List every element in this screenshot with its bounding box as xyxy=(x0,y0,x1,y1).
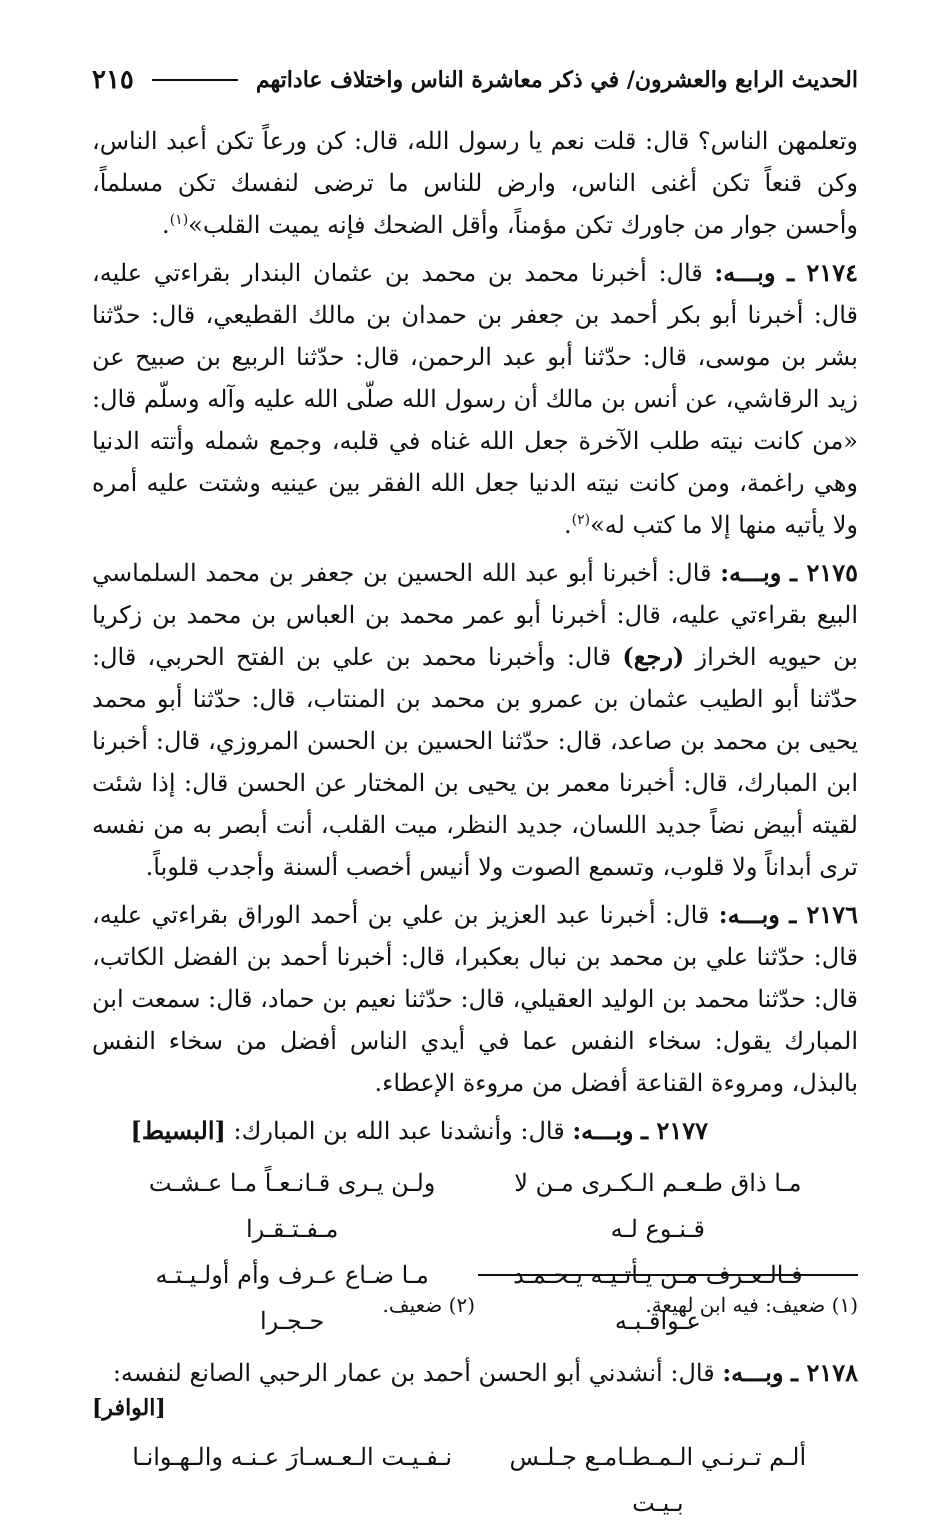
entry-number: ٢١٧٥ ـ xyxy=(789,558,858,587)
hemistich-first: ألـم تـرنـي الـمـطـامـع جـلـس بـيـت xyxy=(509,1443,807,1517)
entry-2176 xyxy=(92,894,858,1104)
poem-2178 xyxy=(130,1434,820,1526)
rajaa-marker: (رجع) xyxy=(622,642,685,671)
entry-text: قال: أخبرنا محمد بن محمد بن عثمان البندار بقراءتي عليه، قال: أخبرنا أبو بكر أحمد بن جعفر بن حمدان بن مالك القطيعي، قال: حدّثنا بشر بن موسى، قال: حدّثنا أبو عبد الرحمن، قال: حدّثنا الربيع بن صبيح عن زيد الرقاشي، عن أنس بن مالك أن رسول الله صلّى الله عليه وآله وسلّم قال: «من كانت نيته طلب الآخرة جعل الله غناه في قلبه، وجمع شمله وأتته الدنيا وهي راغمة، ومن كانت نيته الدنيا جعل الله الفقر بين عينيه وشتت عليه أمره ولا يأتيه منها إلا ما كتب له» xyxy=(92,259,858,539)
footnote-separator xyxy=(478,1274,858,1276)
entry-chain-marker: وبـــه: xyxy=(718,900,780,929)
footnote-ref[interactable]: (١) xyxy=(169,212,189,228)
footnote-ref[interactable]: (٢) xyxy=(571,512,591,528)
entry-continuation xyxy=(92,120,858,246)
entry-end: . xyxy=(563,511,572,539)
entry-number: ٢١٧٤ ـ xyxy=(787,258,858,287)
entry-number: ٢١٧٧ ـ xyxy=(641,1116,708,1145)
running-title: الحديث الرابع والعشرون/ في ذكر معاشرة الناس واختلاف عاداتهم xyxy=(255,67,858,93)
entry-text: قال: أخبرنا أبو عبد الله الحسين بن جعفر بن محمد السلماسي البيع بقراءتي عليه، قال: أخبرنا أبو عمر محمد بن العباس بن محمد بن زكريا بن حيويه الخراز xyxy=(92,559,858,671)
poetic-meter: [البسيط] xyxy=(130,1116,226,1145)
entry-2178 xyxy=(92,1352,858,1394)
hemistich-second: ولـن يـرى قـانـعـاً مـا عـشـت مـفـتـقـرا xyxy=(148,1169,436,1243)
entry-chain-marker: وبـــه: xyxy=(722,1358,784,1387)
verse xyxy=(130,1434,820,1526)
entry-text: قال: أنشدني أبو الحسن أحمد بن عمار الرحبي الصانع لنفسه: xyxy=(112,1359,715,1387)
entry-chain-marker: وبـــه: xyxy=(720,558,782,587)
entry-end: . xyxy=(162,211,170,239)
footnote-2: (٢) ضعيف. xyxy=(382,1293,475,1317)
entry-text: وتعلمهن الناس؟ قال: قلت نعم يا رسول الله، قال: كن ورعاً تكن أعبد الناس، وكن قنعاً تكن أغنى الناس، وارض للناس ما ترضى لنفسك تكن مسلماً، وأحسن جوار من جاورك تكن مؤمناً، وأقل الضحك فإنه يميت القلب» xyxy=(92,127,858,239)
footnote-1: (١) ضعيف: فيه ابن لهيعة. xyxy=(645,1293,858,1317)
entry-2177 xyxy=(92,1110,858,1152)
footnotes xyxy=(92,1290,858,1320)
hemistich-first: مـا ذاق طـعـم الـكـرى مـن لا قـنـوع لـه xyxy=(514,1169,802,1243)
entry-2175 xyxy=(92,552,858,888)
hemistich-second: نـفـيـت الـعـسـارَ عـنـه والـهـوانـا xyxy=(132,1443,453,1471)
entry-number: ٢١٧٦ ـ xyxy=(789,900,858,929)
header-rule xyxy=(152,79,238,81)
entry-text-continued: قال: وأخبرنا محمد بن علي بن الفتح الحربي، قال: حدّثنا أبو الطيب عثمان بن عمرو بن محمد بن المنتاب، قال: حدّثنا أبو محمد يحيى بن محمد بن صاعد، قال: حدّثنا الحسين بن الحسن المروزي، قال: أخبرنا ابن المبارك، قال: أخبرنا معمر بن يحيى بن المختار عن الحسن قال: إذا شئت لقيته أبيض نضاً جديد اللسان، جديد النظر، ميت القلب، أنت أبصر به من نفسه ترى أبداناً ولا قلوب، وتسمع الصوت ولا أنيس أخصب ألسنة وأجدب قلوباً. xyxy=(92,643,858,881)
entry-chain-marker: وبـــه: xyxy=(572,1116,634,1145)
hemistich-first: فـالـعـرف مـن يـأتـيـه يـحـمـد عـواقـبـه xyxy=(513,1261,803,1335)
page-number: ٢١٥ xyxy=(92,65,134,95)
verse xyxy=(130,1160,820,1252)
entry-text: قال: وأنشدنا عبد الله بن المبارك: xyxy=(233,1117,565,1145)
entry-number: ٢١٧٨ ـ xyxy=(791,1358,858,1387)
entry-text: قال: أخبرنا عبد العزيز بن علي بن أحمد الوراق بقراءتي عليه، قال: حدّثنا علي بن محمد بن نبال بعكبرا، قال: أخبرنا أحمد بن الفضل الكاتب، قال: حدّثنا محمد بن الوليد العقيلي، قال: حدّثنا نعيم بن حماد، قال: سمعت ابن المبارك يقول: سخاء النفس عما في أيدي الناس أفضل من سخاء النفس بالبذل، ومروءة القناعة أفضل من مروءة الإعطاء. xyxy=(92,901,858,1097)
poetic-meter: [الوافر] xyxy=(92,1395,166,1421)
entry-2174 xyxy=(92,252,858,546)
entry-chain-marker: وبـــه: xyxy=(714,258,776,287)
page-header xyxy=(92,58,858,102)
hemistich-second: مـا ضـاع عـرف وأم أولـيـتـه حـجـرا xyxy=(155,1261,429,1335)
